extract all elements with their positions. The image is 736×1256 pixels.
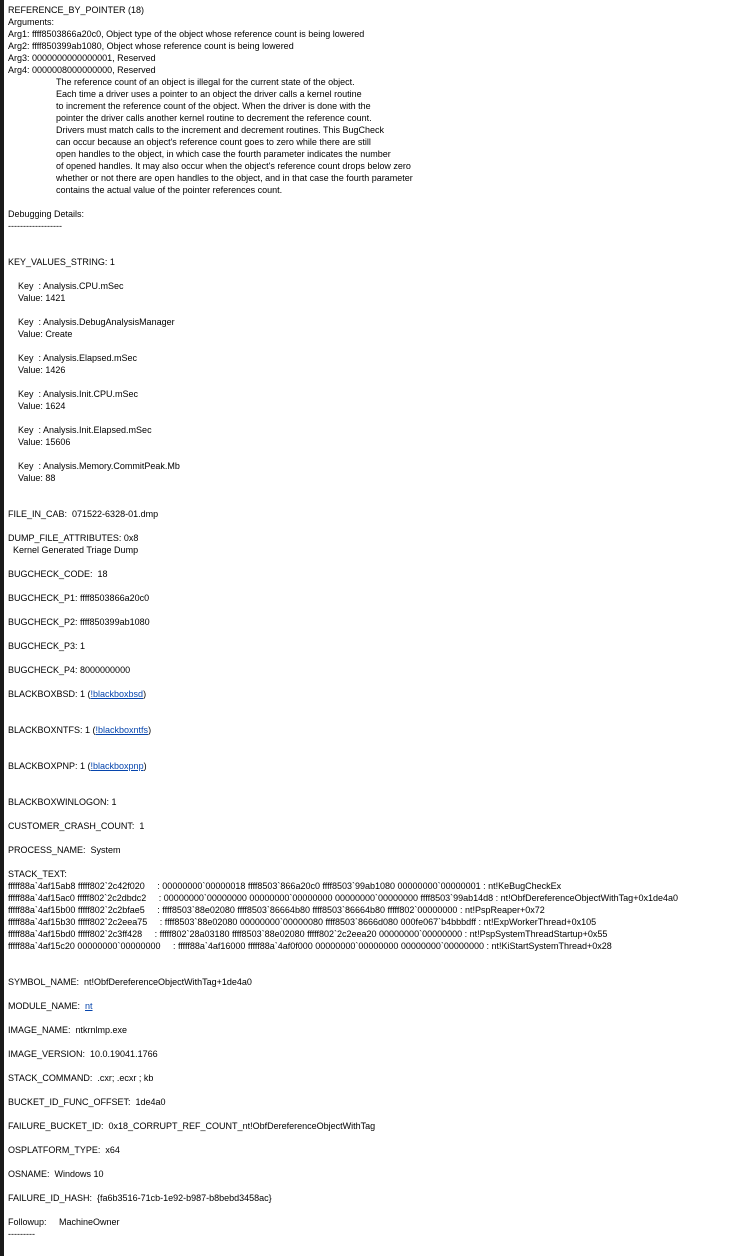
description-line: Each time a driver uses a pointer to an object the driver calls a kernel routine	[56, 89, 362, 99]
description-line: pointer the driver calls another kernel routine to decrement the reference count.	[56, 113, 372, 123]
description-line: open handles to the object, in which case the fourth parameter indicates the number	[56, 149, 391, 159]
failure-bucket-id: FAILURE_BUCKET_ID: 0x18_CORRUPT_REF_COUNT_nt!ObfDereferenceObjectWithTag	[8, 1121, 376, 1131]
blackboxwinlogon: BLACKBOXWINLOGON: 1	[8, 797, 117, 807]
description-line: contains the actual value of the pointer references count.	[56, 185, 283, 195]
description-line: can occur because an object's reference count goes to zero while there are still	[56, 137, 371, 147]
module-name-label: MODULE_NAME:	[8, 1001, 86, 1011]
description-line: of opened handles. It may also occur when the object's reference count drops below zero	[56, 161, 411, 171]
file-in-cab: FILE_IN_CAB: 071522-6328-01.dmp	[8, 509, 159, 519]
blackboxntfs-link[interactable]: !blackboxntfs	[95, 725, 149, 735]
kv-value: Value: 88	[8, 473, 56, 483]
bugcheck-p2: BUGCHECK_P2: ffff850399ab1080	[8, 617, 150, 627]
arg-line: Arg4: 0000008000000000, Reserved	[8, 65, 156, 75]
kv-value: Value: Create	[8, 329, 73, 339]
blackboxbsd-line	[8, 688, 146, 700]
blackboxpnp-link[interactable]: !blackboxpnp	[90, 761, 144, 771]
failure-id-hash: FAILURE_ID_HASH: {fa6b3516-71cb-1e92-b987-b8bebd3458ac}	[8, 1193, 272, 1203]
kv-key: Key : Analysis.CPU.mSec	[8, 281, 124, 291]
debugging-details-title: Debugging Details:	[8, 209, 85, 219]
bugcheck-p4: BUGCHECK_P4: 8000000000	[8, 665, 131, 675]
followup: Followup: MachineOwner	[8, 1217, 120, 1227]
close-paren: )	[143, 761, 147, 771]
dump-file-attributes: DUMP_FILE_ATTRIBUTES: 0x8	[8, 533, 139, 543]
stack-frame-row: fffff88a`4af15b00 fffff802`2c2bfae5 : ffff8503`88e02080 ffff8503`86664b80 ffff8503`86664b80 fffff802`00000000 : nt!PspReaper+0x72	[8, 905, 545, 915]
kv-key: Key : Analysis.DebugAnalysisManager	[8, 317, 175, 327]
blackboxpnp-line	[8, 760, 147, 772]
separator: ------------------	[8, 221, 62, 231]
module-name-link[interactable]: nt	[85, 1001, 93, 1011]
key-values-heading: KEY_VALUES_STRING: 1	[8, 257, 115, 267]
kv-key: Key : Analysis.Init.Elapsed.mSec	[8, 425, 152, 435]
description-line: Drivers must match calls to the increment and decrement routines. This BugCheck	[56, 125, 384, 135]
customer-crash-count: CUSTOMER_CRASH_COUNT: 1	[8, 821, 145, 831]
stack-frame-row: fffff88a`4af15c20 00000000`00000000 : fffff88a`4af16000 fffff88a`4af0f000 00000000`00000000 00000000`00000000 : nt!KiStartSystemThread+0x28	[8, 941, 612, 951]
stack-frame-row: fffff88a`4af15ac0 fffff802`2c2dbdc2 : 00000000`00000000 00000000`00000000 00000000`00000000 ffff8503`99ab14d8 : nt!ObfDereferenceObjectWithTag+0x1de4a0	[8, 893, 678, 903]
bugcheck-code: BUGCHECK_CODE: 18	[8, 569, 108, 579]
kv-key: Key : Analysis.Init.CPU.mSec	[8, 389, 139, 399]
kv-value: Value: 1624	[8, 401, 66, 411]
dump-file-attributes-note: Kernel Generated Triage Dump	[8, 545, 139, 555]
blackboxntfs-label: BLACKBOXNTFS: 1 (	[8, 725, 96, 735]
kv-value: Value: 15606	[8, 437, 71, 447]
kv-value: Value: 1426	[8, 365, 66, 375]
arg-line: Arg3: 0000000000000001, Reserved	[8, 53, 156, 63]
bugcheck-p1: BUGCHECK_P1: ffff8503866a20c0	[8, 593, 150, 603]
blackboxntfs-line	[8, 724, 151, 736]
osname: OSNAME: Windows 10	[8, 1169, 104, 1179]
arguments-label: Arguments:	[8, 17, 55, 27]
kv-key: Key : Analysis.Memory.CommitPeak.Mb	[8, 461, 180, 471]
bucket-id-func-offset: BUCKET_ID_FUNC_OFFSET: 1de4a0	[8, 1097, 166, 1107]
module-name-line	[8, 1000, 93, 1012]
blackboxpnp-label: BLACKBOXPNP: 1 (	[8, 761, 91, 771]
stack-command: STACK_COMMAND: .cxr; .ecxr ; kb	[8, 1073, 154, 1083]
process-name: PROCESS_NAME: System	[8, 845, 121, 855]
stack-text-heading: STACK_TEXT:	[8, 869, 67, 879]
arg-line: Arg1: ffff8503866a20c0, Object type of the object whose reference count is being lowered	[8, 29, 365, 39]
description-line: to increment the reference count of the object. When the driver is done with the	[56, 101, 371, 111]
stack-frame-row: fffff88a`4af15bd0 fffff802`2c3ff428 : fffff802`28a03180 ffff8503`88e02080 fffff802`2c2eea20 00000000`00000000 : nt!PspSystemThreadStartup+0x55	[8, 929, 608, 939]
bugcheck-p3: BUGCHECK_P3: 1	[8, 641, 86, 651]
arg-line: Arg2: ffff850399ab1080, Object whose reference count is being lowered	[8, 41, 294, 51]
symbol-name: SYMBOL_NAME: nt!ObfDereferenceObjectWithTag+1de4a0	[8, 977, 252, 987]
kv-key: Key : Analysis.Elapsed.mSec	[8, 353, 138, 363]
description-line: whether or not there are open handles to the object, and in that case the fourth parameter	[56, 173, 413, 183]
close-paren: )	[143, 689, 147, 699]
stack-frame-row: fffff88a`4af15b30 fffff802`2c2eea75 : ffff8503`88e02080 00000000`00000080 ffff8503`8666d080 000fe067`b4bbbdff : nt!ExpWorkerThread+0x105	[8, 917, 597, 927]
bugcheck-title: REFERENCE_BY_POINTER (18)	[8, 5, 145, 15]
image-version: IMAGE_VERSION: 10.0.19041.1766	[8, 1049, 158, 1059]
blackboxbsd-link[interactable]: !blackboxbsd	[90, 689, 144, 699]
end-separator: ---------	[8, 1229, 35, 1239]
kv-value: Value: 1421	[8, 293, 66, 303]
image-name: IMAGE_NAME: ntkrnlmp.exe	[8, 1025, 128, 1035]
blackboxbsd-label: BLACKBOXBSD: 1 (	[8, 689, 91, 699]
close-paren: )	[148, 725, 152, 735]
window-left-border	[0, 0, 4, 1256]
stack-frame-row: fffff88a`4af15ab8 fffff802`2c42f020 : 00000000`00000018 ffff8503`866a20c0 ffff8503`99ab1080 00000000`00000001 : nt!KeBugCheckEx	[8, 881, 562, 891]
osplatform-type: OSPLATFORM_TYPE: x64	[8, 1145, 120, 1155]
description-line: The reference count of an object is illegal for the current state of the object.	[56, 77, 355, 87]
